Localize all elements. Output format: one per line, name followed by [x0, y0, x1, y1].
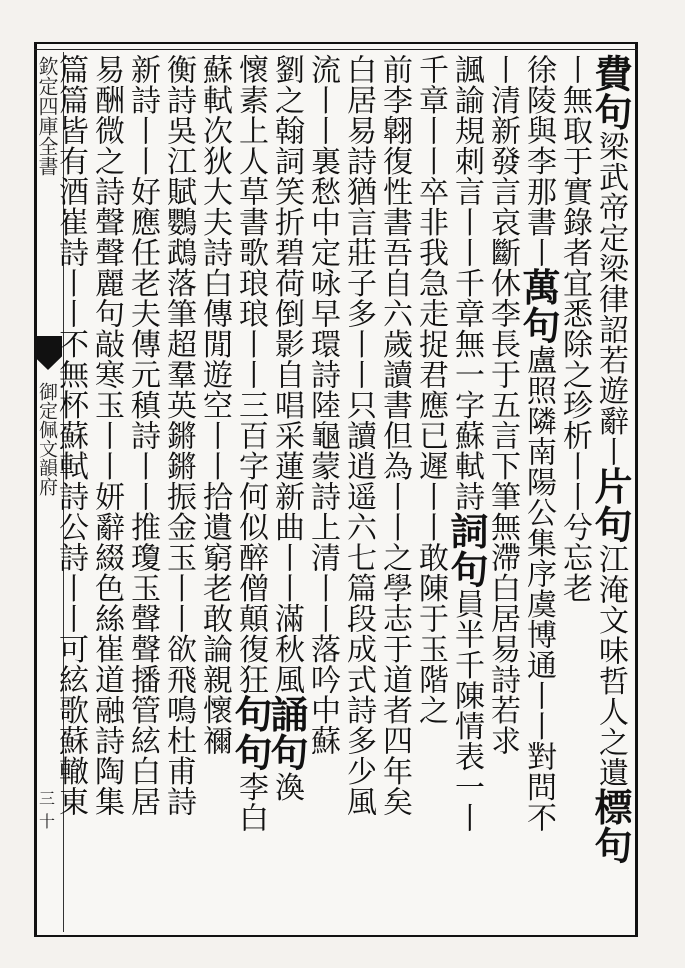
column-text: 蘇 — [305, 725, 340, 756]
column-text: 丨無取于實錄者宜悉除之 — [557, 54, 592, 390]
entry-heading: 萬句 — [516, 267, 561, 345]
column-text: 衡詩吳江賦鸚鵡落筆超羣英鏘鏘振金玉丨丨欲飛鳴杜甫詩 — [161, 54, 196, 817]
text-column-15 — [89, 54, 128, 929]
entry-heading: 句句 — [228, 694, 273, 772]
column-text: 新詩丨丨好應任老夫傳元稹詩丨丨推瓊玉聲聲播管絃白居 — [125, 54, 160, 817]
column-text: 諷諭規刺言丨丨千章無一字蘇軾詩 — [449, 54, 484, 512]
column-text: 員半千陳情表一丨 — [449, 588, 484, 833]
column-text: 流丨丨裏愁中定咏早環詩陸龜蒙詩上清丨丨落吟中 — [305, 54, 340, 725]
text-column-7 — [377, 54, 416, 929]
text-column-12 — [197, 54, 236, 929]
column-text: 丨丨敢陳于玉階之 — [413, 481, 448, 725]
spine-page-number: 三十 — [38, 789, 55, 831]
top-rule — [34, 49, 638, 50]
column-text: 江淹文味哲人之遺 — [593, 543, 628, 788]
column-text: 千章丨丨卒非我急走捉君應已遲 — [413, 54, 448, 481]
entry-heading: 費句 — [588, 54, 633, 131]
text-column-10 — [264, 54, 309, 929]
text-column-11 — [228, 54, 273, 929]
column-text: 徐陵與李那書丨 — [521, 54, 556, 268]
column-text: 休李長于五言下筆無滯白居易詩若求 — [485, 267, 520, 756]
text-column-3 — [516, 54, 561, 929]
column-text: 渙 — [269, 771, 304, 802]
column-text: 懷禰 — [197, 694, 232, 756]
text-column-16 — [53, 54, 92, 929]
column-text: 白居易詩猶言莊子多丨丨只讀逍遥六七篇段成式詩多少風 — [341, 54, 376, 817]
text-column-14 — [125, 54, 164, 929]
text-column-1 — [588, 54, 633, 929]
text-column-9 — [305, 54, 344, 929]
text-column-8 — [341, 54, 380, 929]
column-text: 易酬微之詩聲聲麗句敲寒玉丨丨妍辭綴色絲崔道融詩陶集 — [89, 54, 124, 817]
spine-series-title: 欽定四庫全書 — [35, 56, 59, 176]
column-text: 劉之翰詞笑折碧荷倒影自唱采蓮新曲丨丨滿秋風 — [269, 54, 304, 695]
spine-book-title: 御定佩文韻府 — [36, 382, 58, 496]
entry-heading: 誦句 — [264, 694, 309, 772]
text-column-2 — [557, 54, 596, 929]
column-text: 珍析丨丨兮忘老 — [557, 389, 592, 603]
column-text: 蘇軾次狄大夫詩白傳閒遊空丨丨拾遺窮老敢論親 — [197, 54, 232, 695]
column-text: 懷素上人草書歌琅琅丨丨三百字何似醉僧顛復狂 — [233, 54, 268, 695]
column-text: 篇篇皆有酒崔詩丨丨不無杯蘇軾詩公詩丨丨可絃歌蘇轍東 — [53, 54, 88, 817]
text-column-5 — [444, 54, 489, 929]
entry-heading: 標句 — [588, 787, 633, 865]
text-column-13 — [161, 54, 200, 929]
column-text: 梁武帝定梁律詔若遊辭丨 — [593, 131, 628, 467]
column-text: 前李翺復性書吾自六歲讀書但為丨丨之學志于道者四年矣 — [377, 54, 412, 817]
text-column-6 — [413, 54, 452, 929]
text-column-4 — [485, 54, 524, 929]
column-text: 丨清新發言哀斷 — [485, 54, 520, 268]
entry-heading: 片句 — [588, 466, 633, 544]
entry-heading: 詞句 — [444, 511, 489, 589]
column-text: 李白 — [233, 771, 268, 833]
column-text: 盧照隣南陽公集序虞博通丨丨對問不 — [521, 344, 556, 833]
